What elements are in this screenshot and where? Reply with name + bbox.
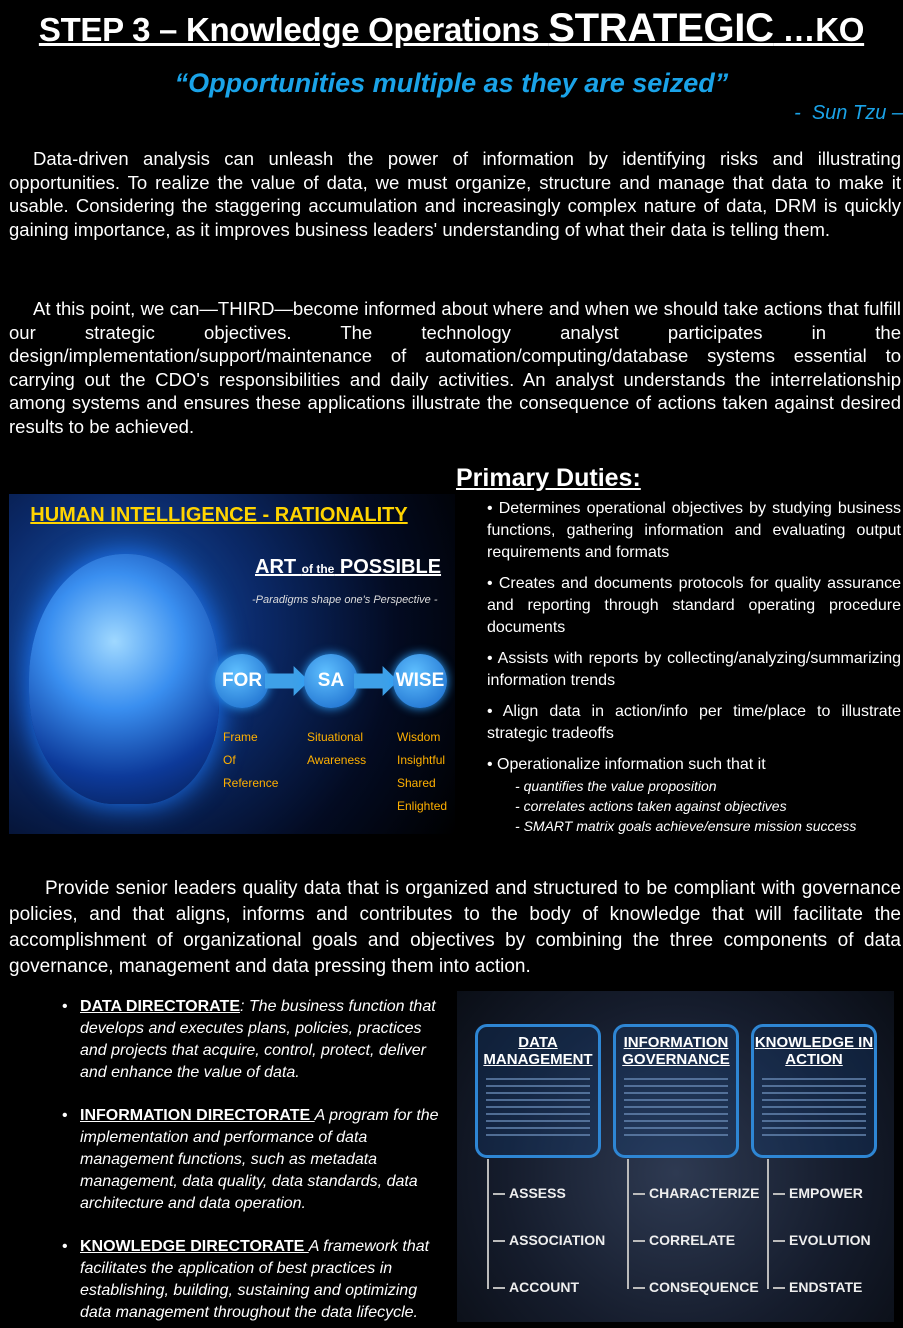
intro-paragraph: Data-driven analysis can unleash the power of information by identifying risks and illustrating opportunities. To realize the value of data, we must organize, structure and manage that data to make it usable. Considering the staggering accumulation and increasingly complex nature of data, DRM is quickly gaining importance, as it improves business leaders' understanding of what their data is telling them.	[9, 148, 901, 240]
brain-head-icon	[29, 554, 219, 804]
leaf-correlate: CORRELATE	[649, 1232, 736, 1248]
sub-list-item: - correlates actions taken against objectives	[515, 796, 901, 816]
senior-leaders-paragraph: Provide senior leaders quality data that is organized and structured to be compliant with governance policies, and that aligns, informs and contributes to the body of knowledge that will facilitate the accomplishment of organizational goals and objectives by combining the three components of data governance, management and data pressing them into action.	[9, 878, 901, 977]
list-item: • Creates and documents protocols for quality assurance and reporting through standard operating procedure documents	[487, 573, 901, 639]
arrow-icon	[354, 666, 398, 696]
leaf-assess: ASSESS	[509, 1185, 566, 1201]
sub-list-item: - SMART matrix goals achieve/ensure mission success	[515, 816, 901, 836]
wise-circle: WISE	[393, 654, 447, 708]
tree-connector	[767, 1159, 769, 1289]
list-item: • Align data in action/info per time/place to illustrate strategic tradeoffs	[487, 701, 901, 745]
list-item: • INFORMATION DIRECTORATE A program for the implementation and performance of data management functions, such as metadata management, data quality, data standards, data architecture and data operation.	[62, 1105, 442, 1215]
leaf-endstate: ENDSTATE	[789, 1279, 863, 1295]
leaf-consequence: CONSEQUENCE	[649, 1279, 759, 1295]
analyst-paragraph: At this point, we can—THIRD—become informed about where and when we should take actions that fulfill our strategic objectives. The technology analyst participates in the design/implementation/support/maintenance of automation/computing/database systems essential to carrying out the CDO's responsibilities and daily activities. An analyst understands the interrelationship among systems and ensures these applications illustrate the consequence of actions taken against desired results to be achieved.	[9, 298, 901, 437]
leaf-evolution: EVOLUTION	[789, 1232, 871, 1248]
leaf-account: ACCOUNT	[509, 1279, 579, 1295]
for-circle: FOR	[215, 654, 269, 708]
tree-connector	[627, 1159, 629, 1289]
wise-acronym: Wisdom Insightful Shared Enlighted	[397, 730, 448, 813]
information-governance-box: INFORMATION GOVERNANCE	[613, 1024, 739, 1158]
sa-circle: SA	[304, 654, 358, 708]
for-acronym: Frame Of Reference	[223, 730, 279, 790]
sa-acronym: Situational Awareness	[307, 730, 367, 767]
list-item: • Determines operational objectives by studying business functions, gathering information and evaluating output requirements and formats	[487, 498, 901, 564]
quote: “Opportunities multiple as they are seized”	[174, 68, 729, 98]
graphic-title: HUMAN INTELLIGENCE - RATIONALITY	[30, 504, 408, 526]
duties-heading: Primary Duties:	[456, 464, 641, 492]
list-item: • Assists with reports by collecting/analyzing/summarizing information trends	[487, 648, 901, 692]
list-item: • KNOWLEDGE DIRECTORATE A framework that facilitates the application of best practices in establishing, building, sustaining and optimizing data management throughout the data lifecycle.	[62, 1236, 442, 1324]
quote-author: - Sun Tzu –	[794, 102, 903, 124]
page-title: STEP 3 – Knowledge Operations STRATEGIC …KO	[38, 6, 865, 50]
leaf-association: ASSOCIATION	[509, 1232, 606, 1248]
leaf-characterize: CHARACTERIZE	[649, 1185, 760, 1201]
arrow-icon	[265, 666, 309, 696]
sub-list	[515, 776, 901, 836]
leaf-empower: EMPOWER	[789, 1185, 863, 1201]
tree-connector	[487, 1159, 489, 1289]
data-management-box: DATA MANAGEMENT	[475, 1024, 601, 1158]
human-intelligence-graphic	[9, 494, 455, 834]
knowledge-in-action-box: KNOWLEDGE IN ACTION	[751, 1024, 877, 1158]
list-item: • DATA DIRECTORATE: The business function that develops and executes plans, policies, practices and projects that acquire, control, protect, deliver and enhance the value of data.	[62, 996, 442, 1084]
directorates-list	[62, 996, 442, 1328]
art-of-possible: ART of the POSSIBLE	[255, 556, 442, 578]
paradigm-caption: -Paradigms shape one's Perspective -	[252, 594, 438, 606]
data-governance-panel	[457, 991, 894, 1322]
duties-list	[487, 498, 901, 845]
sub-list-item: - quantifies the value proposition	[515, 776, 901, 796]
list-item: • Operationalize information such that it - quantifies the value proposition - correlates actions taken against objectives - SMART matrix goals achieve/ensure mission success	[487, 754, 901, 836]
